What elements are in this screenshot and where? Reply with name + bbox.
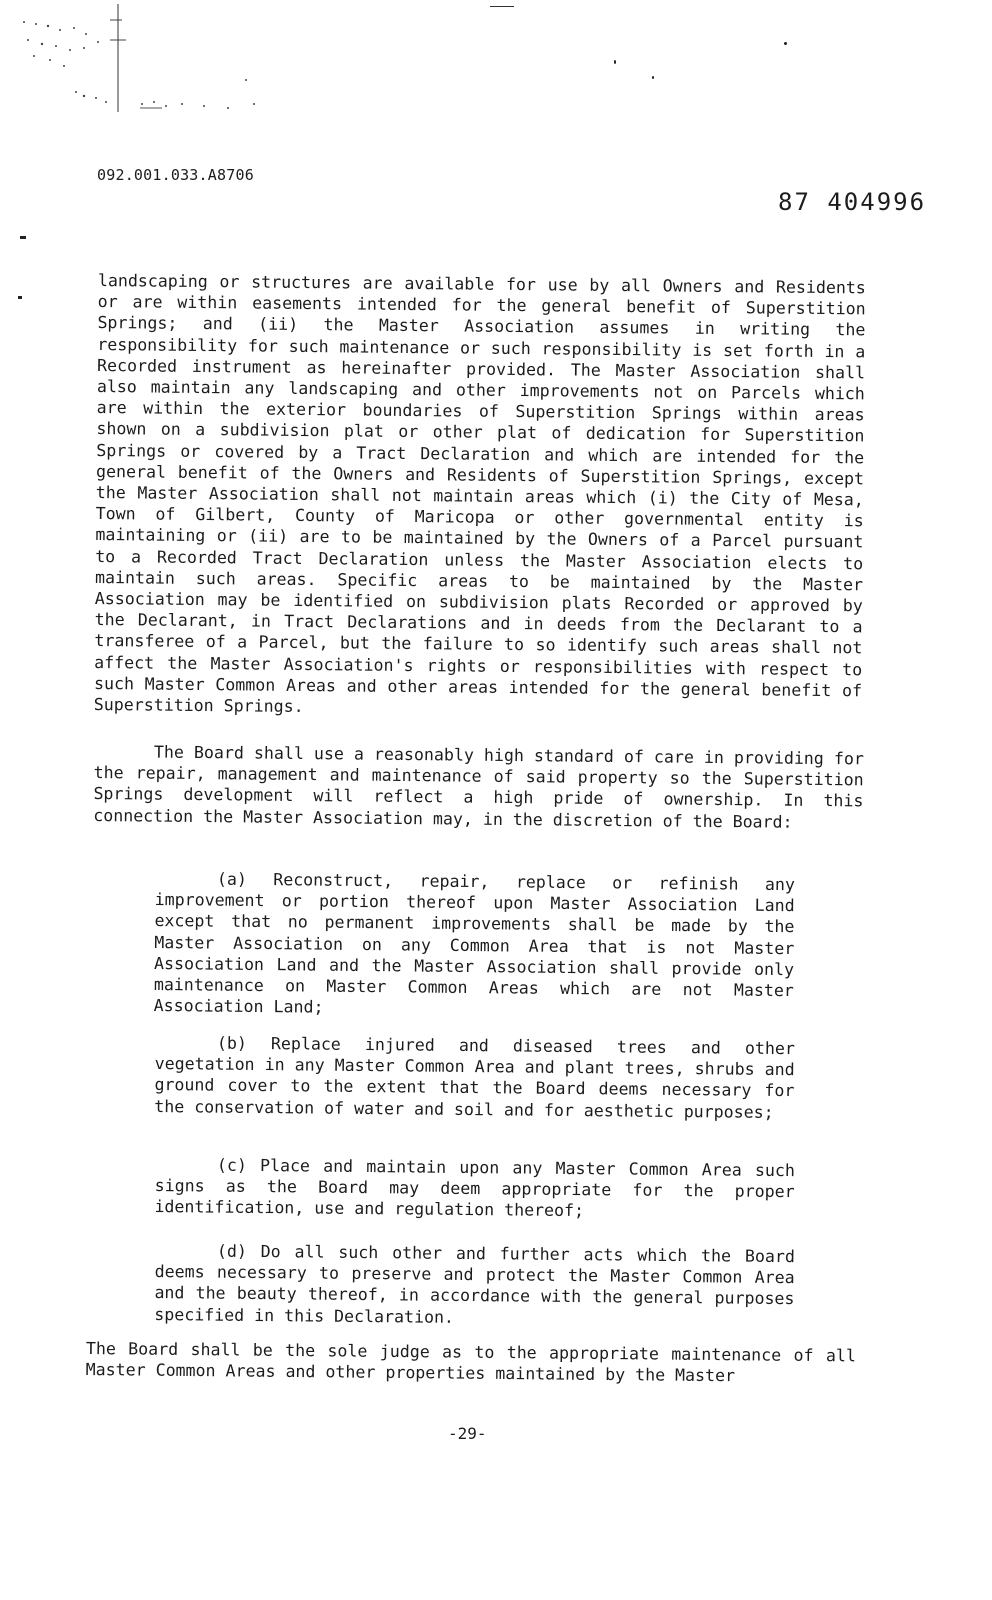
document-id: 092.001.033.A8706 [97,166,254,184]
recording-stamp-number: 87 404996 [778,188,927,216]
scan-speck [652,76,654,79]
body-paragraph-2: The Board shall use a reasonably high standard of care in providing for the repair, management and maintenance of said property so the Superstition Springs development will reflect a high pride of ownership. In this connection the Master Association may, in the discretion of the Board: [93,742,864,832]
scan-artifact-marks [14,0,274,120]
scan-speck [614,60,616,64]
page-number: -29- [448,1424,487,1443]
body-paragraph-3: The Board shall be the sole judge as to the appropriate maintenance of all Master Common Areas and other properties maintained by the Master [85,1339,856,1386]
top-edge-mark [490,6,514,7]
margin-mark [18,296,22,299]
body-paragraph-1: landscaping or structures are available for use by all Owners and Residents or are within easements intended for the general benefit of Superstition Springs; and (ii) the Master Association assumes in writing the responsibility for such maintenance or such responsibility is set forth in a Recorded instrument as hereinafter provided. The Master Association shall also maintain any landscaping and other improvements not on Parcels which are within the exterior boundaries of Superstition Springs within areas shown on a subdivision plat or other plat of dedication for Superstition Springs or covered by a Tract Declaration and which are intended for the general benefit of the Owners and Residents of Superstition Springs, except the Master Association shall not maintain areas which (i) the City of Mesa, Town of Gilbert, County of Maricopa or other governmental entity is maintaining or (ii) are to be maintained by the Owners of a Parcel pursuant to a Recorded Tract Declaration unless the Master Association elects to maintain such areas. Specific areas to be maintained by the Master Association may be identified on subdivision plats Recorded or approved by the Declarant, in Tract Declarations and in deeds from the Declarant to a transferee of a Parcel, but the failure to so identify such areas shall not affect the Master Association's rights or responsibilities with respect to such Master Common Areas and other areas intended for the general benefit of Superstition Springs. [93,270,866,717]
margin-mark [20,236,26,239]
scan-speck [784,42,787,45]
list-item-a: (a) Reconstruct, repair, replace or refinish any improvement or portion thereof upon Master Association Land except that no permanent improvements shall be made by the Master Association on any Common Area that is not Master Association Land and the Master Association shall provide only maintenance on Master Common Areas which are not Master Association Land; [153,869,795,1017]
list-item-d: (d) Do all such other and further acts which the Board deems necessary to preserve and protect the Master Common Area and the beauty thereof, in accordance with the general purposes specified in this Declaration. [154,1241,795,1327]
list-item-c: (c) Place and maintain upon any Master Common Area such signs as the Board may deem appropriate for the proper identification, use and regulation thereof; [154,1155,795,1221]
list-item-b: (b) Replace injured and diseased trees and other vegetation in any Master Common Area and plant trees, shrubs and ground cover to the extent that the Board deems necessary for the conservation of water and soil and for aesthetic purposes; [154,1033,795,1122]
